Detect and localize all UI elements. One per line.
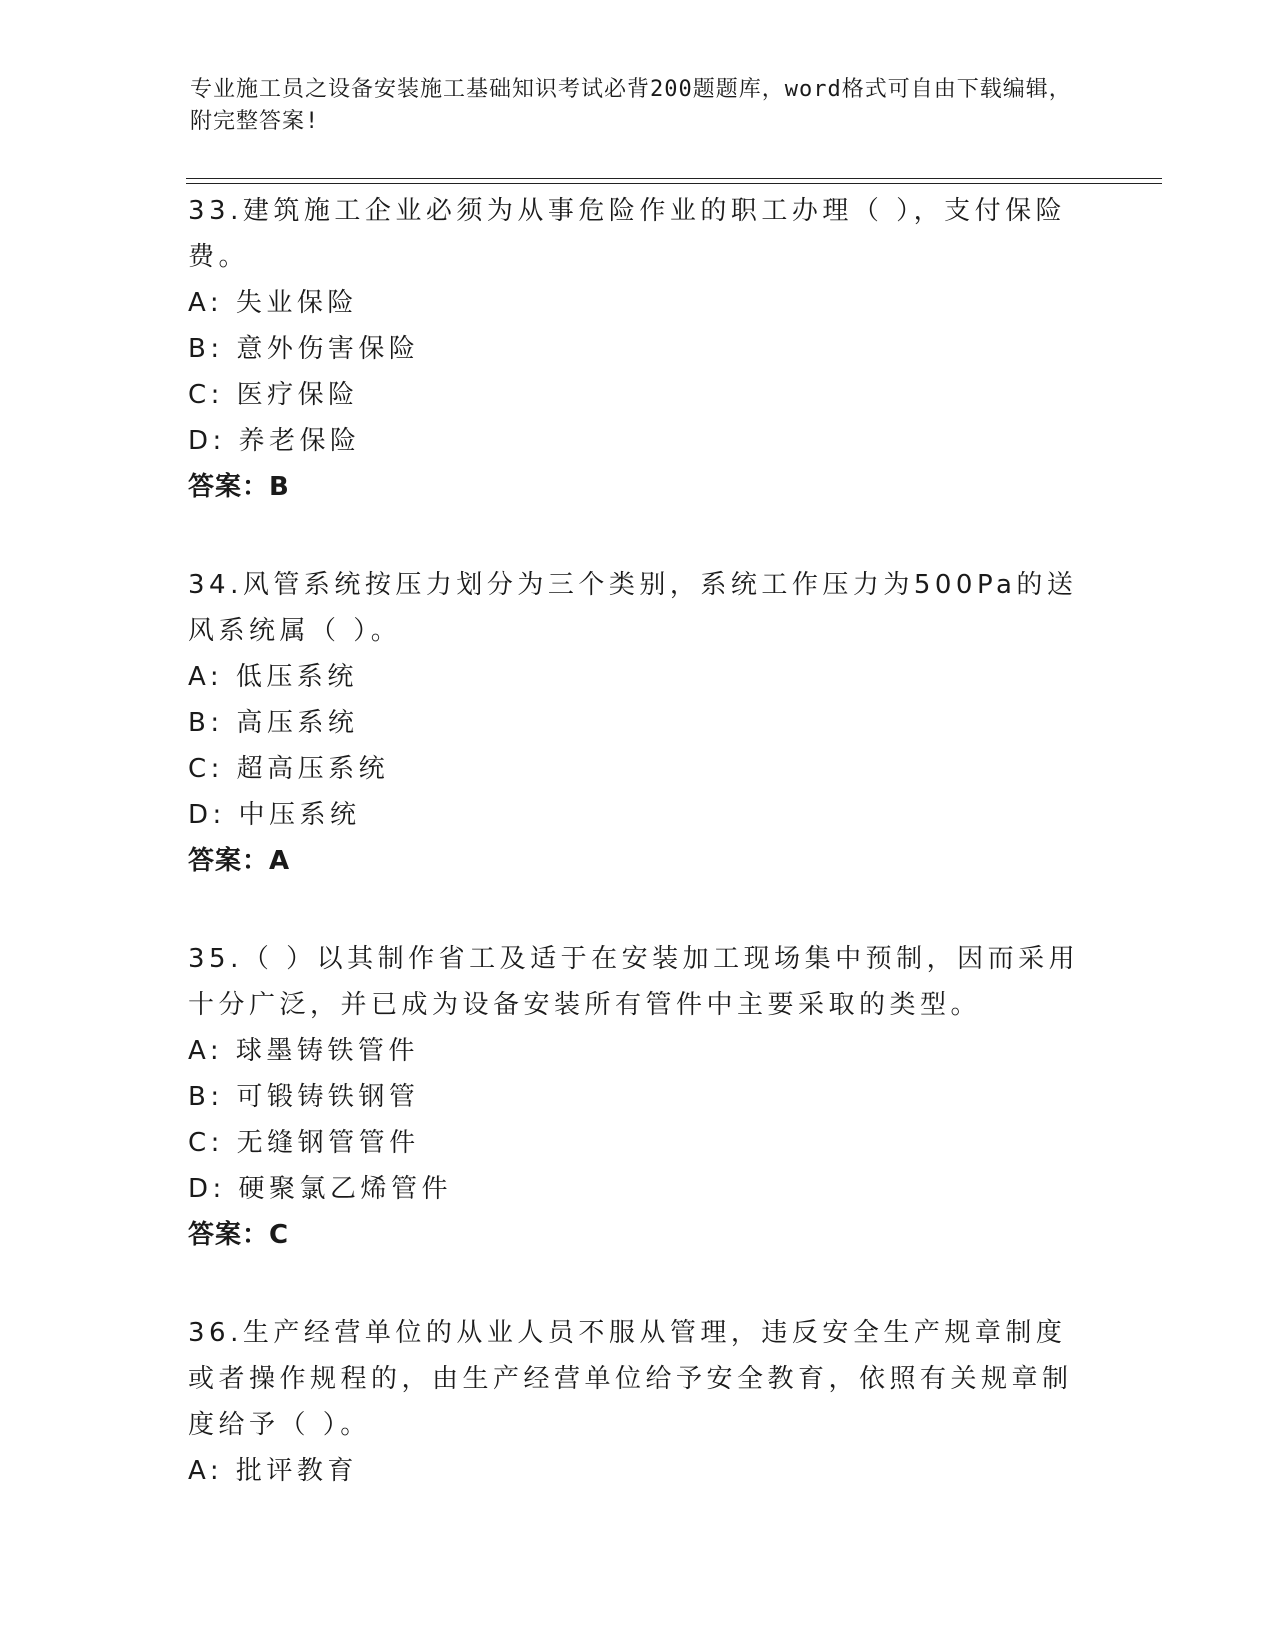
question-35 [188,936,1088,1258]
option-b: B: 可锻铸铁钢管 [188,1082,420,1112]
question-stem: 33.建筑施工企业必须为从事危险作业的职工办理（ ），支付保险费。 [188,196,1067,272]
question-stem: 34.风管系统按压力划分为三个类别，系统工作压力为500Pa的送风系统属（ ）。 [188,570,1078,646]
option-b: B: 高压系统 [188,708,359,738]
option-d: D: 养老保险 [188,426,361,456]
question-33 [188,188,1088,510]
option-c: C: 医疗保险 [188,380,359,410]
question-34 [188,562,1088,884]
answer-line: 答案：A [188,846,291,876]
option-a: A: 批评教育 [188,1456,358,1486]
answer-line: 答案：B [188,472,290,502]
option-a: A: 球墨铸铁管件 [188,1036,419,1066]
question-36 [188,1310,1088,1494]
option-d: D: 硬聚氯乙烯管件 [188,1174,453,1204]
option-a: A: 失业保险 [188,288,358,318]
option-d: D: 中压系统 [188,800,361,830]
header-divider-bottom [186,183,1162,184]
option-b: B: 意外伤害保险 [188,334,420,364]
document-header: 专业施工员之设备安装施工基础知识考试必背200题题库，word格式可自由下载编辑，附完整答案! [190,77,1072,134]
option-c: C: 无缝钢管管件 [188,1128,420,1158]
header-divider-top [186,178,1162,179]
option-a: A: 低压系统 [188,662,358,692]
answer-line: 答案：C [188,1220,290,1250]
question-stem: 36.生产经营单位的从业人员不服从管理，违反安全生产规章制度或者操作规程的，由生产经营单位给予安全教育，依照有关规章制度给予（ ）。 [188,1318,1073,1440]
question-stem: 35.（ ）以其制作省工及适于在安装加工现场集中预制，因而采用十分广泛，并已成为设备安装所有管件中主要采取的类型。 [188,944,1080,1020]
question-list [188,188,1088,1546]
option-c: C: 超高压系统 [188,754,390,784]
